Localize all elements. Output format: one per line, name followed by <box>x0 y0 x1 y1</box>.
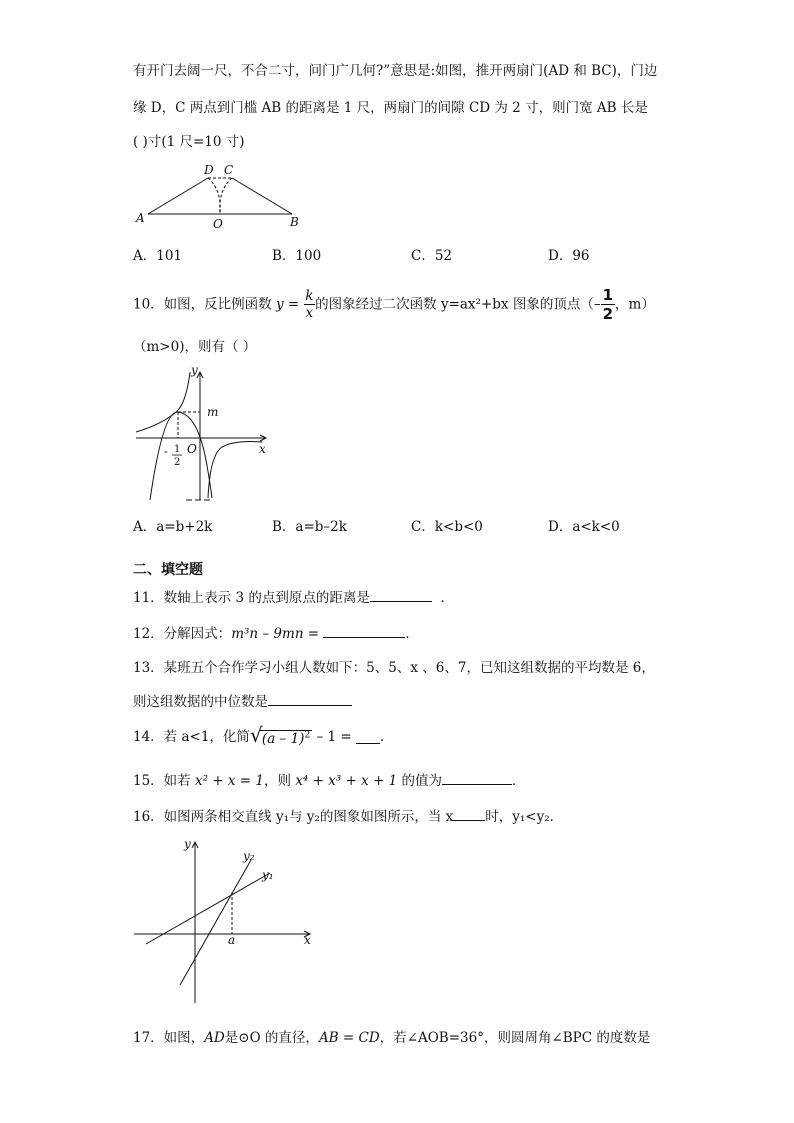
q10-label-y: y <box>191 363 198 377</box>
section-title: 二、填空题 <box>133 562 203 578</box>
q10-option-d[interactable]: D．a<k<0 <box>548 519 620 535</box>
q10-option-a[interactable]: A．a=b+2k <box>133 519 213 535</box>
q9-label-O: O <box>213 217 223 231</box>
q16-label-x: x <box>304 933 311 947</box>
q17-arcs: AB = CD <box>318 1030 380 1046</box>
q16-label-y: y <box>184 837 191 851</box>
q10-label-m: m <box>207 405 219 419</box>
q9-label-D: D <box>204 163 214 177</box>
q9-option-d[interactable]: D．96 <box>548 248 590 264</box>
q16-label-a: a <box>228 933 236 947</box>
q10-label-x: x <box>259 442 266 456</box>
q10-label-O: O <box>187 442 197 456</box>
q9-answer-paren[interactable]: ( ) <box>133 134 148 150</box>
q9-line2: 缘 D，C 两点到门槛 AB 的距离是 1 尺，两扇门的间隙 CD 为 2 寸，则门宽 AB 长是 <box>133 100 648 116</box>
q15: 15．如若 x² + x = 1，则 x⁴ + x³ + x + 1 的值为 ． <box>133 770 526 790</box>
q16-label-y1: y₁ <box>262 868 274 882</box>
q9-line1: 有开门去阔一尺，不合二寸，问门广几何?”意思是:如图，推开两扇门(AD 和 BC)，门边 <box>133 63 658 79</box>
q10-option-c[interactable]: C．k<b<0 <box>411 519 483 535</box>
q10-label-two: 2 <box>174 457 181 468</box>
q14-radical: √ (a – 1)$^2$ <box>249 723 311 747</box>
q10-label-neg: - <box>164 445 168 458</box>
q10-label-one: 1 <box>174 444 181 455</box>
q13-line1: 13．某班五个合作学习小组人数如下：5、5、x 、6、7，已知这组数据的平均数是 6， <box>133 660 655 676</box>
q17: 17．如图，AD是⊙O 的直径，AB = CD，若∠AOB=36°，则圆周角∠BPC 的度数是 <box>133 1030 651 1046</box>
q9-label-B: B <box>290 215 299 229</box>
q13-line2: 则这组数据的中位数是 <box>133 691 352 711</box>
q10-line1: 10．如图，反比例函数 y = $\frac{k}{x}$ 的图象经过二次函数 y=ax²+bx 图象的顶点（– $\frac{1}{2}$ ，m） <box>133 286 655 323</box>
q9-label-A: A <box>136 211 145 225</box>
q16: 16．如图两条相交直线 y₁与 y₂的图象如图所示，当 x 时，y₁<y₂． <box>133 806 563 826</box>
q9-option-b[interactable]: B．100 <box>272 248 322 264</box>
q10-line2: （m>0)，则有（ ） <box>133 339 257 355</box>
q9-unit-note: 寸(1 尺=10 寸) <box>147 134 245 150</box>
q9-label-C: C <box>224 163 234 177</box>
q14: 14．若 a<1，化简 √ (a – 1)$^2$ – 1 = ． <box>133 723 394 747</box>
q16-label-y2: y₂ <box>243 849 255 863</box>
q10-option-b[interactable]: B．a=b–2k <box>272 519 347 535</box>
q9-option-a[interactable]: A．101 <box>133 248 183 264</box>
q12: 12．分解因式：m³n – 9mn = ． <box>133 623 419 643</box>
q9-option-c[interactable]: C．52 <box>411 248 453 264</box>
q11: 11．数轴上表示 3 的点到原点的距离是 ． <box>133 587 454 607</box>
